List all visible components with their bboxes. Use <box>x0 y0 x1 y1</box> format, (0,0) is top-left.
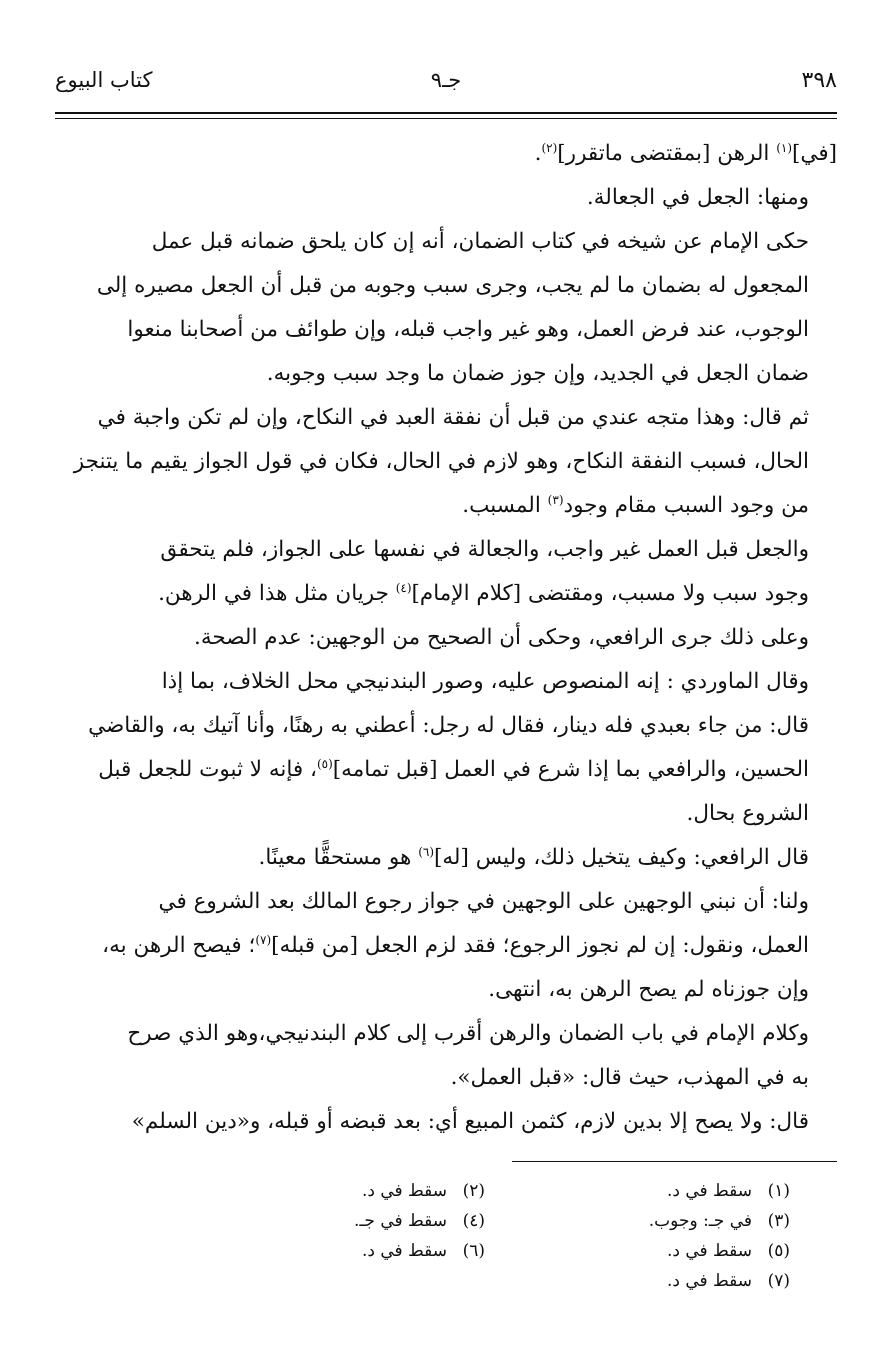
text-line: الوجوب، عند فرض العمل، وهو غير واجب قبله، وإن طوائف من أصحابنا منعوا <box>127 317 809 342</box>
text-run: الرهن [بمقتضى ماتقرر] <box>557 141 777 166</box>
text-line: الشروع بحال. <box>686 801 809 826</box>
footnote-number: (٦) <box>462 1241 485 1261</box>
text-line: وكلام الإمام في باب الضمان والرهن أقرب إلى كلام البندنيجي،وهو الذي صرح <box>127 1021 809 1046</box>
footnote-7 <box>545 1266 790 1296</box>
footnote-text: سقط في د. <box>666 1181 752 1201</box>
footnote-text: سقط في د. <box>666 1271 752 1291</box>
footnote-ref-1[interactable]: (١) <box>776 140 793 155</box>
footnote-number: (٣) <box>767 1211 790 1231</box>
text-line <box>55 484 837 528</box>
footnote-3 <box>545 1206 790 1236</box>
text-line: ثم قال: وهذا متجه عندي من قبل أن نفقة العبد في النكاح، وإن لم تكن واجبة في <box>97 405 809 430</box>
footnote-ref-6[interactable]: (٦) <box>418 844 435 859</box>
paragraph-10 <box>55 1012 837 1100</box>
text-run: من وجود السبب مقام وجود <box>563 493 809 518</box>
footnote-rule <box>512 1161 837 1162</box>
text-run: [في] <box>792 141 837 166</box>
paragraph-4 <box>55 396 837 528</box>
paragraph-11: قال: ولا يصح إلا بدين لازم، كثمن المبيع أي: بعد قبضه أو قبله، و«دين السلم» <box>131 1109 809 1134</box>
volume-label: جـ٩ <box>430 68 462 92</box>
footnote-6 <box>240 1236 485 1266</box>
paragraph-1 <box>55 132 837 176</box>
text-line: به في المهذب، حيث قال: «قبل العمل». <box>450 1065 809 1090</box>
paragraph-2: ومنها: الجعل في الجعالة. <box>586 185 809 210</box>
footnote-text: سقط في د. <box>361 1241 447 1261</box>
header-rule-thick <box>55 112 837 114</box>
text-run: جريان مثل هذا في الرهن. <box>158 581 396 606</box>
footnote-1 <box>545 1176 790 1206</box>
paragraph-9 <box>55 880 837 1012</box>
footnote-2 <box>240 1176 485 1206</box>
footnote-text: في جـ: وجوب. <box>648 1211 752 1231</box>
footnote-number: (١) <box>767 1181 790 1201</box>
footnote-ref-7[interactable]: (٧) <box>255 932 272 947</box>
footnote-4 <box>240 1206 485 1236</box>
text-line: وقال الماوردي : إنه المنصوص عليه، وصور البندنيجي محل الخلاف، بما إذا <box>161 669 809 694</box>
text-run: وجود سبب ولا مسبب، ومقتضى [كلام الإمام] <box>411 581 809 606</box>
footnote-number: (٤) <box>462 1211 485 1231</box>
text-run: الحسين، والرافعي بما إذا شرع في العمل [قبل تمامه] <box>332 757 809 782</box>
text-line: المجعول له بضمان ما لم يجب، وجرى سبب وجوبه من قبل أن الجعل مصيره إلى <box>96 273 809 298</box>
text-run: . <box>534 141 542 166</box>
text-line: ولنا: أن نبني الوجهين على الوجهين في جواز رجوع المالك بعد الشروع في <box>158 889 809 914</box>
paragraph-5 <box>55 528 837 616</box>
footnotes <box>240 1176 790 1296</box>
text-line <box>55 748 837 792</box>
paragraph-6: وعلى ذلك جرى الرافعي، وحكى أن الصحيح من الوجهين: عدم الصحة. <box>194 625 809 650</box>
text-run: المسبب. <box>462 493 548 518</box>
text-line: والجعل قبل العمل غير واجب، والجعالة في نفسها على الجواز، فلم يتحقق <box>160 537 809 562</box>
footnote-text: سقط في د. <box>361 1181 447 1201</box>
text-line: قال: من جاء بعبدي فله دينار، فقال له رجل: أعطني به رهنًا، وأنا آتيك به، والقاضي <box>88 713 809 738</box>
paragraph-8 <box>55 836 837 880</box>
text-line: وإن جوزناه لم يصح الرهن به، انتهى. <box>488 977 809 1002</box>
main-text <box>55 132 837 1144</box>
text-run: ؛ فيصح الرهن به، <box>102 933 256 958</box>
footnote-ref-5[interactable]: (٥) <box>316 756 333 771</box>
footnote-number: (٧) <box>767 1271 790 1291</box>
running-header <box>55 68 837 102</box>
header-rule-thin <box>55 118 837 119</box>
page-number: ٣٩٨ <box>801 68 837 93</box>
paragraph-7 <box>55 660 837 836</box>
text-line <box>55 572 837 616</box>
footnote-text: سقط في د. <box>666 1241 752 1261</box>
footnote-ref-2[interactable]: (٢) <box>541 140 558 155</box>
text-line: حكى الإمام عن شيخه في كتاب الضمان، أنه إن كان يلحق ضمانه قبل عمل <box>151 229 809 254</box>
text-run: هو مستحقًّا معينًا. <box>258 845 419 870</box>
text-run: قال الرافعي: وكيف يتخيل ذلك، وليس [له] <box>434 845 809 870</box>
text-run: العمل، ونقول: إن لم نجوز الرجوع؛ فقد لزم الجعل [من قبله] <box>271 933 809 958</box>
text-line: ضمان الجعل في الجديد، وإن جوز ضمان ما وجد سبب وجوبه. <box>266 361 809 386</box>
footnote-ref-3[interactable]: (٣) <box>547 492 564 507</box>
text-run: ، فإنه لا ثبوت للجعل قبل <box>98 757 317 782</box>
footnote-number: (٢) <box>462 1181 485 1201</box>
footnote-number: (٥) <box>767 1241 790 1261</box>
paragraph-3 <box>55 220 837 396</box>
footnote-text: سقط في جـ. <box>354 1211 447 1231</box>
footnote-5 <box>545 1236 790 1266</box>
book-title: كتاب البيوع <box>55 68 153 92</box>
text-line <box>55 924 837 968</box>
footnote-ref-4[interactable]: (٤) <box>395 580 412 595</box>
text-line: الحال، فسبب النفقة النكاح، وهو لازم في الحال، فكان في قول الجواز يقيم ما يتنجز <box>73 449 809 474</box>
